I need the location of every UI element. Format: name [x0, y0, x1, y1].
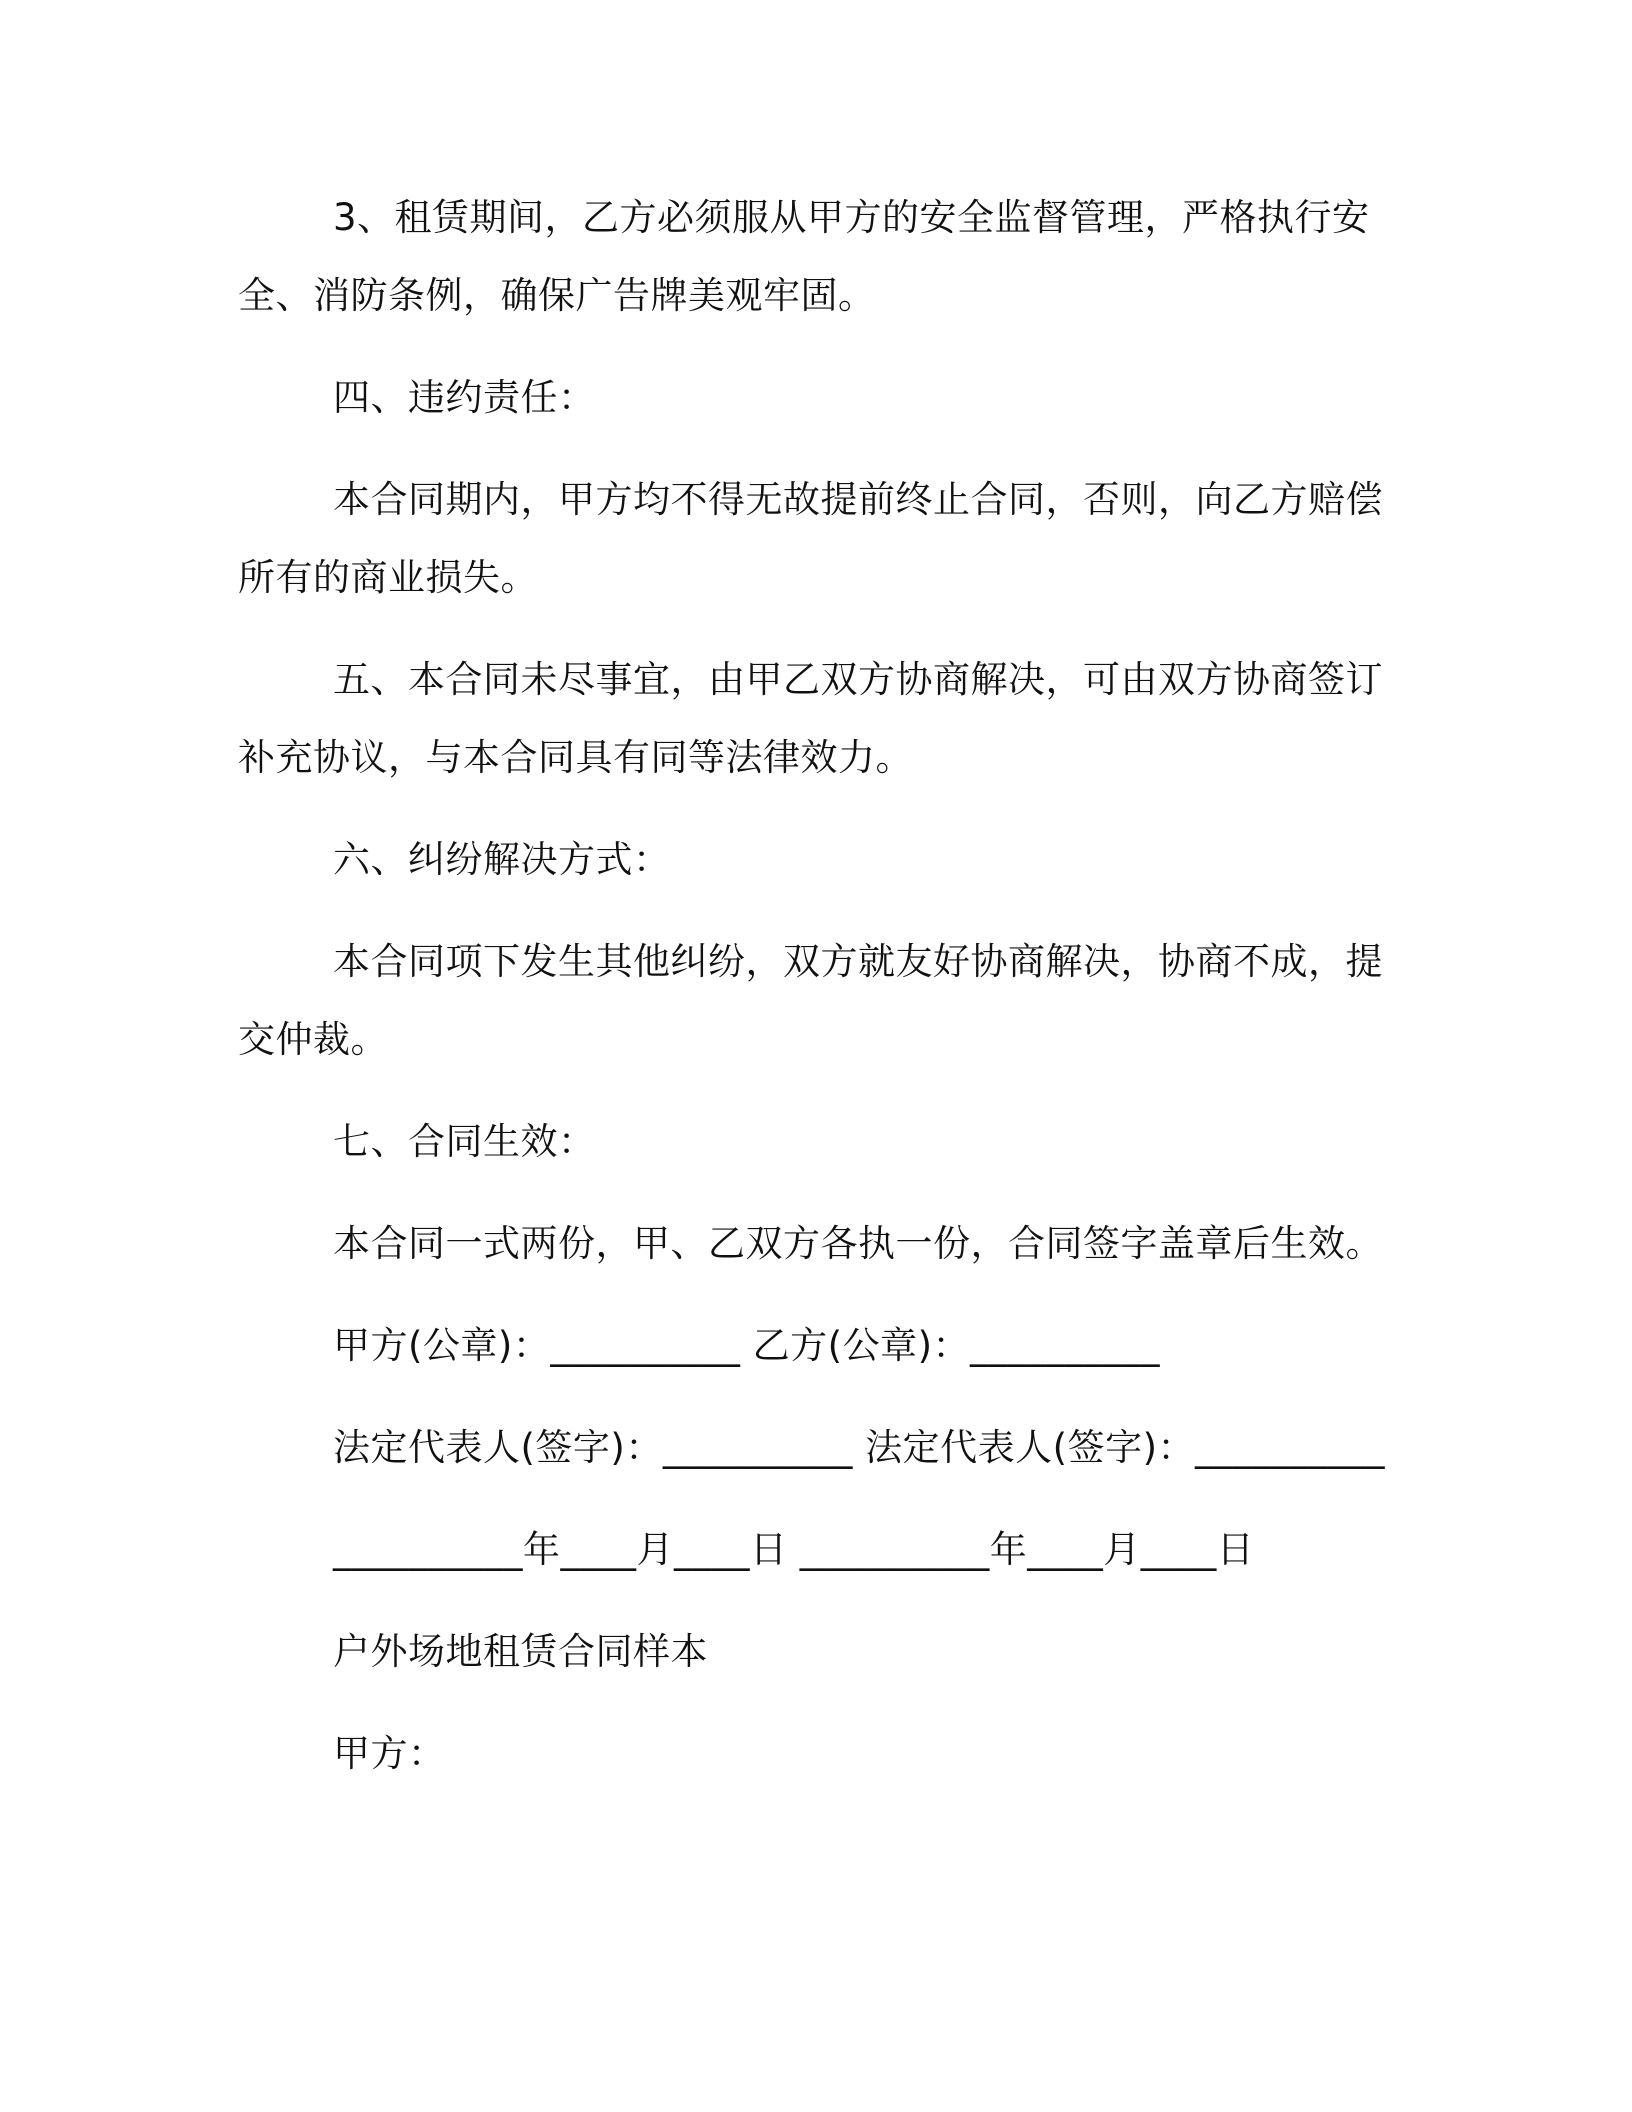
section-4-body-line-1: 本合同期内，甲方均不得无故提前终止合同，否则，向乙方赔偿	[333, 478, 1383, 521]
clause-3-line-1: 3、租赁期间，乙方必须服从甲方的安全监督管理，严格执行安	[333, 196, 1370, 239]
section-6-body-line-1: 本合同项下发生其他纠纷，双方就友好协商解决，协商不成，提	[333, 940, 1383, 983]
section-6-body-line-2: 交仲裁。	[238, 1018, 388, 1061]
date-line: __________年____月____日 __________年____月____日	[333, 1528, 1255, 1571]
seal-signature-line: 甲方(公章)：__________ 乙方(公章)：__________	[333, 1324, 1161, 1367]
section-7-body: 本合同一式两份，甲、乙双方各执一份，合同签字盖章后生效。	[333, 1222, 1383, 1265]
section-4-body-line-2: 所有的商业损失。	[238, 556, 538, 599]
section-7-heading: 七、合同生效：	[333, 1120, 596, 1163]
section-5-line-2: 补充协议，与本合同具有同等法律效力。	[238, 736, 913, 779]
section-4-heading: 四、违约责任：	[333, 376, 596, 419]
sample-contract-title: 户外场地租赁合同样本	[333, 1630, 708, 1673]
clause-3-line-2: 全、消防条例，确保广告牌美观牢固。	[238, 274, 876, 317]
section-5-line-1: 五、本合同未尽事宜，由甲乙双方协商解决，可由双方协商签订	[333, 658, 1383, 701]
legal-representative-signature-line: 法定代表人(签字)：__________ 法定代表人(签字)：__________	[333, 1426, 1386, 1469]
party-a-label: 甲方：	[333, 1732, 446, 1775]
section-6-heading: 六、纠纷解决方式：	[333, 838, 671, 881]
